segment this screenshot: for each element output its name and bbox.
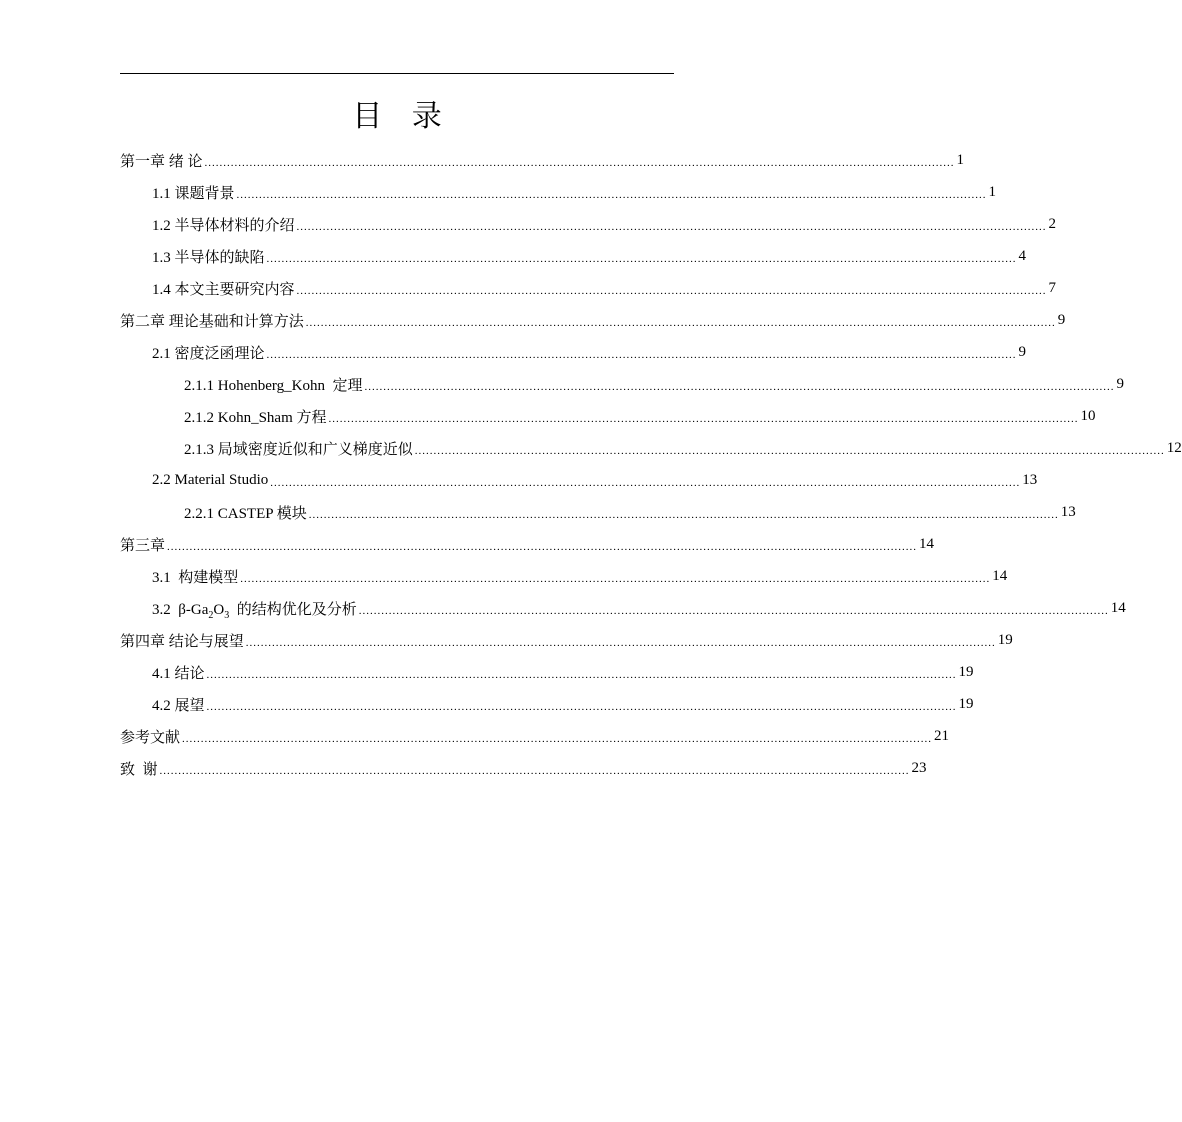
toc-entry-1-3[interactable]	[120, 240, 1027, 272]
toc-entry-chapter-2[interactable]	[120, 304, 1066, 336]
toc-entry-4-2[interactable]	[120, 688, 974, 720]
toc-entry-label-part: 的结构优化及分析	[229, 601, 357, 618]
toc-entry-page: 19	[958, 695, 974, 712]
toc-entry-page: 7	[1048, 279, 1057, 296]
toc-entry-page: 19	[958, 663, 974, 680]
toc-entry-page: 14	[992, 567, 1008, 584]
toc-entry-label	[152, 598, 359, 619]
toc-entry-page: 9	[1018, 343, 1027, 360]
toc-entry-page: 1	[988, 183, 997, 200]
toc-entry-label: 第二章 理论基础和计算方法	[120, 313, 304, 330]
toc-entry-page: 21	[934, 727, 950, 744]
header-rule	[120, 73, 674, 74]
toc-entry-page: 2	[1048, 215, 1057, 232]
dot-leader: ........................................................................................................................................................................................................	[182, 732, 933, 745]
toc-entry-3-1[interactable]	[120, 560, 1008, 592]
toc-entry-label: 第三章	[120, 537, 166, 554]
dot-leader: ........................................................................................................................................................................................................	[414, 444, 1165, 457]
dot-leader: ........................................................................................................................................................................................................	[159, 764, 910, 777]
dot-leader: ........................................................................................................................................................................................................	[328, 412, 1079, 425]
toc-entry-label: 2.1.1 Hohenberg_Kohn 定理	[184, 377, 363, 394]
toc-entry-label: 第一章 绪 论	[120, 153, 203, 170]
toc-entry-2-1-2[interactable]	[120, 400, 1096, 432]
toc-entry-page: 13	[1060, 503, 1076, 520]
toc-entry-label: 1.3 半导体的缺陷	[152, 249, 265, 266]
toc-entry-1-1[interactable]	[120, 176, 997, 208]
toc-entry-label: 2.2 Material Studio	[152, 471, 269, 488]
dot-leader: ........................................................................................................................................................................................................	[236, 188, 987, 201]
toc-entry-1-4[interactable]	[120, 272, 1057, 304]
toc-entry-2-1-1[interactable]	[120, 368, 1124, 400]
dot-leader: ........................................................................................................................................................................................................	[308, 508, 1059, 521]
toc-list	[120, 144, 1182, 784]
toc-entry-2-2[interactable]	[120, 464, 1038, 496]
toc-entry-label: 第四章 结论与展望	[120, 633, 244, 650]
toc-entry-page: 23	[911, 759, 927, 776]
toc-entry-label: 参考文献	[120, 729, 181, 746]
toc-entry-2-1[interactable]	[120, 336, 1027, 368]
dot-leader: ........................................................................................................................................................................................................	[206, 700, 957, 713]
dot-leader: ........................................................................................................................................................................................................	[206, 668, 957, 681]
toc-entry-page: 14	[919, 535, 935, 552]
toc-entry-3-2[interactable]	[120, 592, 1126, 624]
toc-entry-label: 1.4 本文主要研究内容	[152, 281, 295, 298]
toc-title: 目 录	[352, 99, 452, 134]
dot-leader: ........................................................................................................................................................................................................	[240, 572, 991, 585]
dot-leader: ........................................................................................................................................................................................................	[245, 636, 996, 649]
toc-entry-label: 1.1 课题背景	[152, 185, 235, 202]
dot-leader: ........................................................................................................................................................................................................	[364, 380, 1115, 393]
subscript-2: 2	[208, 609, 214, 621]
toc-entry-chapter-4[interactable]	[120, 624, 1013, 656]
toc-entry-2-1-3[interactable]	[120, 432, 1182, 464]
dot-leader: ........................................................................................................................................................................................................	[305, 316, 1056, 329]
toc-entry-label-part: O	[213, 601, 225, 618]
toc-entry-page: 10	[1080, 407, 1096, 424]
toc-entry-page: 13	[1022, 471, 1038, 488]
toc-entry-label: 2.1.3 局域密度近似和广义梯度近似	[184, 441, 413, 458]
toc-entry-1-2[interactable]	[120, 208, 1057, 240]
toc-entry-label: 4.2 展望	[152, 697, 205, 714]
toc-entry-page: 1	[956, 151, 965, 168]
toc-entry-page: 4	[1018, 247, 1027, 264]
dot-leader: ........................................................................................................................................................................................................	[358, 604, 1109, 617]
toc-entry-page: 12	[1166, 439, 1182, 456]
dot-leader: ........................................................................................................................................................................................................	[167, 540, 918, 553]
toc-entry-page: 9	[1057, 311, 1066, 328]
toc-entry-label: 2.1.2 Kohn_Sham 方程	[184, 409, 327, 426]
toc-entry-2-2-1[interactable]	[120, 496, 1076, 528]
toc-entry-page: 9	[1116, 375, 1124, 392]
toc-entry-label: 1.2 半导体材料的介绍	[152, 217, 295, 234]
toc-entry-label: 4.1 结论	[152, 665, 205, 682]
toc-entry-4-1[interactable]	[120, 656, 974, 688]
toc-entry-acknowledgements[interactable]	[120, 752, 927, 784]
toc-entry-page: 19	[997, 631, 1013, 648]
toc-entry-chapter-3[interactable]	[120, 528, 935, 560]
toc-entry-references[interactable]	[120, 720, 950, 752]
toc-entry-label: 3.1 构建模型	[152, 569, 239, 586]
subscript-3: 3	[224, 609, 230, 621]
toc-entry-label: 2.1 密度泛函理论	[152, 345, 265, 362]
toc-entry-chapter-1[interactable]	[120, 144, 965, 176]
dot-leader: ........................................................................................................................................................................................................	[266, 252, 1017, 265]
toc-entry-label: 致 谢	[120, 761, 158, 778]
toc-entry-label-part: 3.2 β-Ga	[152, 601, 209, 618]
dot-leader: ........................................................................................................................................................................................................	[296, 220, 1047, 233]
toc-entry-label: 2.2.1 CASTEP 模块	[184, 505, 307, 522]
dot-leader: ........................................................................................................................................................................................................	[296, 284, 1047, 297]
toc-entry-page: 14	[1110, 599, 1126, 616]
dot-leader: ........................................................................................................................................................................................................	[270, 476, 1021, 489]
dot-leader: ........................................................................................................................................................................................................	[266, 348, 1017, 361]
dot-leader: ........................................................................................................................................................................................................	[204, 156, 955, 169]
